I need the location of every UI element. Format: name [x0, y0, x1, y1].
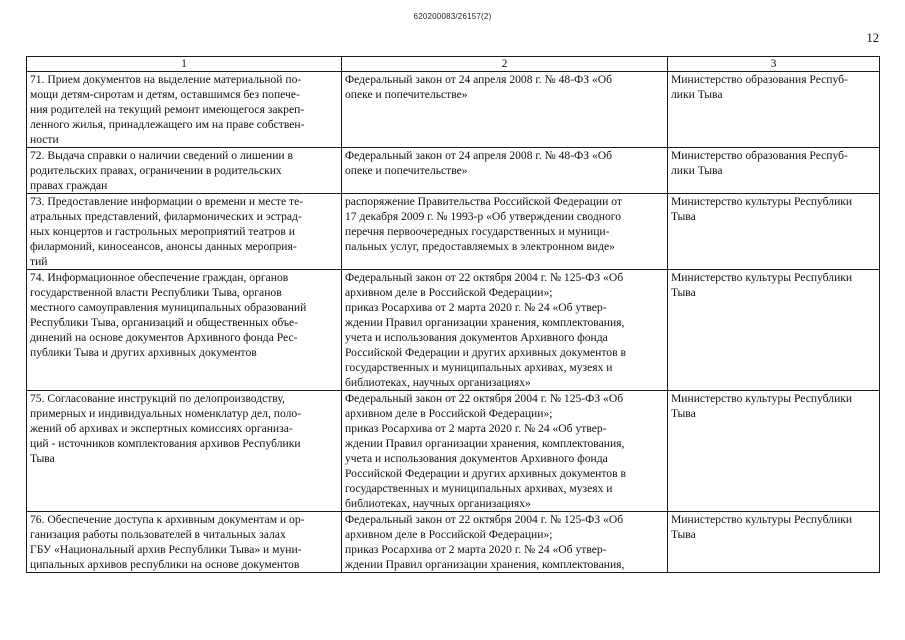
- legal-basis-cell: [342, 270, 668, 391]
- cell-text-line: динений на основе документов Архивного фонда Рес-: [30, 331, 298, 344]
- cell-text-line: ждении Правил организации хранения, комплектования,: [345, 558, 625, 571]
- cell-text-line: 71. Прием документов на выделение материальной по-: [30, 73, 302, 86]
- cell-text-line: тий: [30, 255, 48, 268]
- cell-text-line: 73. Предоставление информации о времени и месте те-: [30, 195, 304, 208]
- cell-text-line: ждении Правил организации хранения, комплектования,: [345, 437, 625, 450]
- page-number: 12: [866, 31, 879, 45]
- cell-text-line: Федеральный закон от 22 октября 2004 г. № 125-ФЗ «Об: [345, 271, 624, 284]
- cell-text-line: ципальных архивов республики на основе документов: [30, 558, 300, 571]
- service-cell: [27, 72, 342, 148]
- ministry-cell: [668, 148, 880, 194]
- table-row: [27, 512, 880, 573]
- service-cell: [27, 391, 342, 512]
- cell-text-line: учета и использования документов Архивного фонда: [345, 331, 608, 344]
- cell-text-line: Российской Федерации и других архивных документов в: [345, 467, 626, 480]
- cell-text-line: правах граждан: [30, 179, 108, 192]
- table-header-row: [27, 57, 880, 72]
- legal-basis-cell: [342, 391, 668, 512]
- service-cell: [27, 194, 342, 270]
- cell-text-line: Министерство культуры Республики: [671, 392, 853, 405]
- document-id: 620200083/26157(2): [413, 12, 492, 21]
- cell-text-line: Тыва: [671, 407, 696, 420]
- cell-text-line: библиотеках, научных организациях»: [345, 497, 531, 510]
- cell-text-line: Федеральный закон от 24 апреля 2008 г. № 48-ФЗ «Об: [345, 149, 613, 162]
- cell-text-line: Федеральный закон от 24 апреля 2008 г. № 48-ФЗ «Об: [345, 73, 613, 86]
- cell-text-line: лики Тыва: [671, 164, 723, 177]
- cell-text-line: государственных и муниципальных архивах, музеях и: [345, 361, 613, 374]
- cell-text-line: приказ Росархива от 2 марта 2020 г. № 24 «Об утвер-: [345, 422, 607, 435]
- table-row: [27, 148, 880, 194]
- cell-text-line: опеке и попечительстве»: [345, 164, 468, 177]
- ministry-cell: [668, 270, 880, 391]
- cell-text-line: Республики Тыва, организаций и общественных объе-: [30, 316, 298, 329]
- legal-basis-cell: [342, 512, 668, 573]
- ministry-cell: [668, 72, 880, 148]
- cell-text-line: лики Тыва: [671, 88, 723, 101]
- ministry-cell: [668, 194, 880, 270]
- cell-text-line: опеке и попечительстве»: [345, 88, 468, 101]
- cell-text-line: ГБУ «Национальный архив Республики Тыва» и муни-: [30, 543, 302, 556]
- cell-text-line: 76. Обеспечение доступа к архивным документам и ор-: [30, 513, 305, 526]
- cell-text-line: учета и использования документов Архивного фонда: [345, 452, 608, 465]
- cell-text-line: пальных услуг, предоставляемых в электронном виде»: [345, 240, 615, 253]
- ministry-cell: [668, 512, 880, 573]
- cell-text-line: атральных представлений, филармонических и эстрад-: [30, 210, 302, 223]
- cell-text-line: ленного жилья, принадлежащего им на праве собствен-: [30, 118, 305, 131]
- table-row: [27, 194, 880, 270]
- cell-text-line: архивном деле в Российской Федерации»;: [345, 407, 553, 420]
- cell-text-line: Федеральный закон от 22 октября 2004 г. № 125-ФЗ «Об: [345, 513, 624, 526]
- service-cell: [27, 148, 342, 194]
- cell-text-line: Министерство образования Респуб-: [671, 149, 848, 162]
- cell-text-line: Федеральный закон от 22 октября 2004 г. № 125-ФЗ «Об: [345, 392, 624, 405]
- cell-text-line: архивном деле в Российской Федерации»;: [345, 286, 553, 299]
- cell-text-line: государственной власти Республики Тыва, органов: [30, 286, 282, 299]
- cell-text-line: местного самоуправления муниципальных образований: [30, 301, 307, 314]
- cell-text-line: Российской Федерации и других архивных документов в: [345, 346, 626, 359]
- cell-text-line: Министерство культуры Республики: [671, 271, 853, 284]
- cell-text-line: публики Тыва и других архивных документов: [30, 346, 257, 359]
- cell-text-line: Тыва: [671, 286, 696, 299]
- column-header-3: 3: [668, 57, 880, 72]
- cell-text-line: ждении Правил организации хранения, комплектования,: [345, 316, 625, 329]
- cell-text-line: Тыва: [671, 210, 696, 223]
- column-header-2: 2: [342, 57, 668, 72]
- cell-text-line: 17 декабря 2009 г. № 1993-р «Об утверждении сводного: [345, 210, 622, 223]
- cell-text-line: Тыва: [671, 528, 696, 541]
- cell-text-line: 75. Согласование инструкций по делопроизводству,: [30, 392, 285, 405]
- cell-text-line: Министерство образования Респуб-: [671, 73, 848, 86]
- cell-text-line: ганизация работы пользователей в читальных залах: [30, 528, 286, 541]
- cell-text-line: государственных и муниципальных архивах, музеях и: [345, 482, 613, 495]
- table-row: [27, 72, 880, 148]
- legal-basis-cell: [342, 194, 668, 270]
- legal-basis-cell: [342, 72, 668, 148]
- legal-basis-cell: [342, 148, 668, 194]
- cell-text-line: родительских правах, ограничении в родительских: [30, 164, 282, 177]
- cell-text-line: Тыва: [30, 452, 55, 465]
- cell-text-line: мощи детям-сиротам и детям, оставшимся без попече-: [30, 88, 300, 101]
- cell-text-line: филармоний, киносеансов, анонсы данных мероприя-: [30, 240, 297, 253]
- cell-text-line: библиотеках, научных организациях»: [345, 376, 531, 389]
- cell-text-line: Министерство культуры Республики: [671, 195, 853, 208]
- cell-text-line: ций - источников комплектования архивов Республики: [30, 437, 301, 450]
- cell-text-line: ных концертов и гастрольных мероприятий театров и: [30, 225, 295, 238]
- table-row: [27, 270, 880, 391]
- cell-text-line: примерных и индивидуальных номенклатур дел, поло-: [30, 407, 302, 420]
- cell-text-line: приказ Росархива от 2 марта 2020 г. № 24 «Об утвер-: [345, 301, 607, 314]
- cell-text-line: 72. Выдача справки о наличии сведений о лишении в: [30, 149, 293, 162]
- service-cell: [27, 270, 342, 391]
- cell-text-line: жений об архивах и экспертных комиссиях организа-: [30, 422, 293, 435]
- table-row: [27, 391, 880, 512]
- cell-text-line: приказ Росархива от 2 марта 2020 г. № 24 «Об утвер-: [345, 543, 607, 556]
- cell-text-line: ности: [30, 133, 59, 146]
- cell-text-line: архивном деле в Российской Федерации»;: [345, 528, 553, 541]
- cell-text-line: перечня первоочередных государственных и муници-: [345, 225, 610, 238]
- ministry-cell: [668, 391, 880, 512]
- cell-text-line: ния родителей на текущий ремонт имеющегося закреп-: [30, 103, 305, 116]
- cell-text-line: 74. Информационное обеспечение граждан, органов: [30, 271, 289, 284]
- services-table: [26, 56, 880, 573]
- column-header-1: 1: [27, 57, 342, 72]
- cell-text-line: Министерство культуры Республики: [671, 513, 853, 526]
- cell-text-line: распоряжение Правительства Российской Федерации от: [345, 195, 622, 208]
- service-cell: [27, 512, 342, 573]
